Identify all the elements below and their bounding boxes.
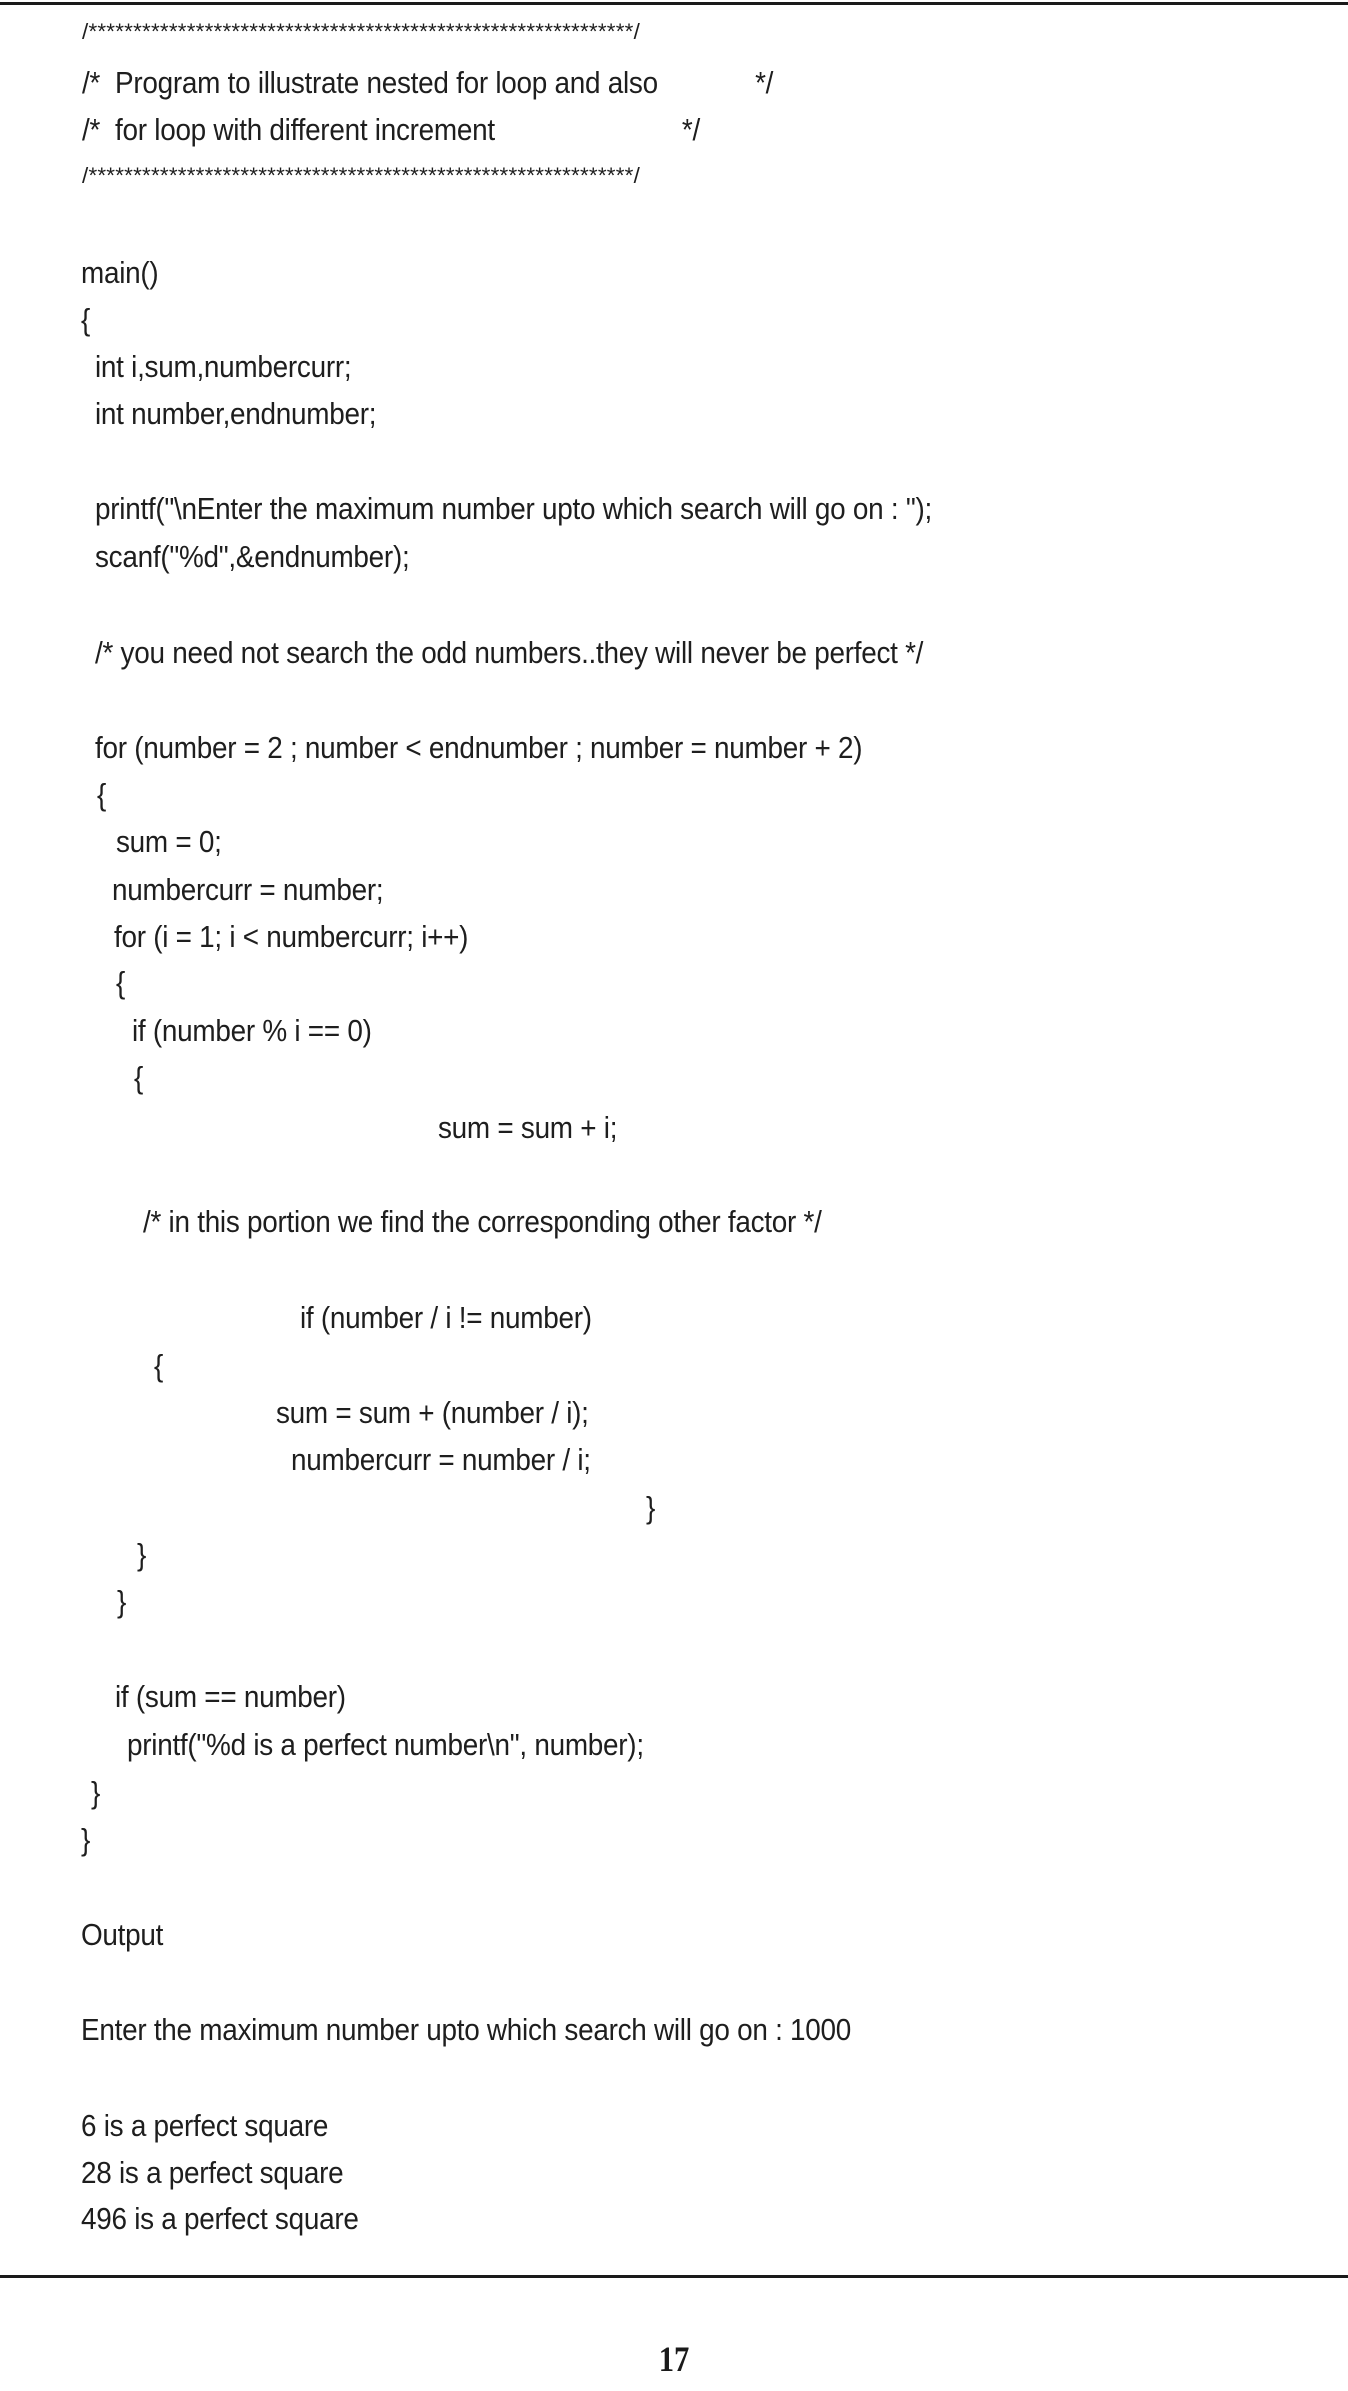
code-line: numbercurr = number / i;: [291, 1442, 591, 1477]
page-number: 17: [658, 2339, 690, 2379]
output-heading: Output: [81, 1917, 164, 1952]
code-line: main(): [81, 255, 159, 290]
code-line: if (number / i != number): [300, 1300, 592, 1335]
code-line: {: [116, 965, 126, 1000]
comment-line-2: /* for loop with different increment */: [82, 112, 700, 147]
code-line: for (i = 1; i < numbercurr; i++): [114, 919, 469, 954]
code-line: sum = sum + (number / i);: [276, 1395, 589, 1430]
code-line: {: [97, 777, 107, 812]
code-line: numbercurr = number;: [112, 872, 384, 907]
code-line: if (sum == number): [115, 1679, 346, 1714]
code-line: {: [134, 1060, 144, 1095]
code-line: printf("\nEnter the maximum number upto which search will go on : ");: [95, 491, 932, 526]
code-line: for (number = 2 ; number < endnumber ; number = number + 2): [95, 730, 863, 765]
code-line: sum = 0;: [116, 824, 222, 859]
top-rule: [0, 2, 1348, 5]
bottom-rule: [0, 2275, 1348, 2278]
code-comment: /* you need not search the odd numbers..they will never be perfect */: [95, 635, 924, 670]
code-line: int number,endnumber;: [95, 396, 377, 431]
code-line: int i,sum,numbercurr;: [95, 349, 352, 384]
code-line: scanf("%d",&endnumber);: [95, 539, 410, 574]
code-line: }: [137, 1537, 147, 1572]
code-line: printf("%d is a perfect number\n", number);: [127, 1727, 644, 1762]
comment-line-1: /* Program to illustrate nested for loop and also */: [82, 65, 774, 100]
code-line: }: [81, 1822, 91, 1857]
output-result: 496 is a perfect square: [81, 2201, 359, 2236]
code-line: if (number % i == 0): [132, 1013, 372, 1048]
comment-border-bottom: /*************************************************************/: [82, 163, 641, 188]
code-line: }: [646, 1490, 656, 1525]
code-line: sum = sum + i;: [438, 1110, 618, 1145]
code-line: }: [91, 1775, 101, 1810]
code-comment: /* in this portion we find the corresponding other factor */: [143, 1204, 822, 1239]
output-result: 28 is a perfect square: [81, 2155, 344, 2190]
code-line: }: [117, 1584, 127, 1619]
comment-border-top: /*************************************************************/: [82, 19, 641, 44]
output-result: 6 is a perfect square: [81, 2108, 329, 2143]
code-line: {: [81, 302, 91, 337]
code-line: {: [154, 1348, 164, 1383]
output-prompt: Enter the maximum number upto which search will go on : 1000: [81, 2012, 852, 2047]
